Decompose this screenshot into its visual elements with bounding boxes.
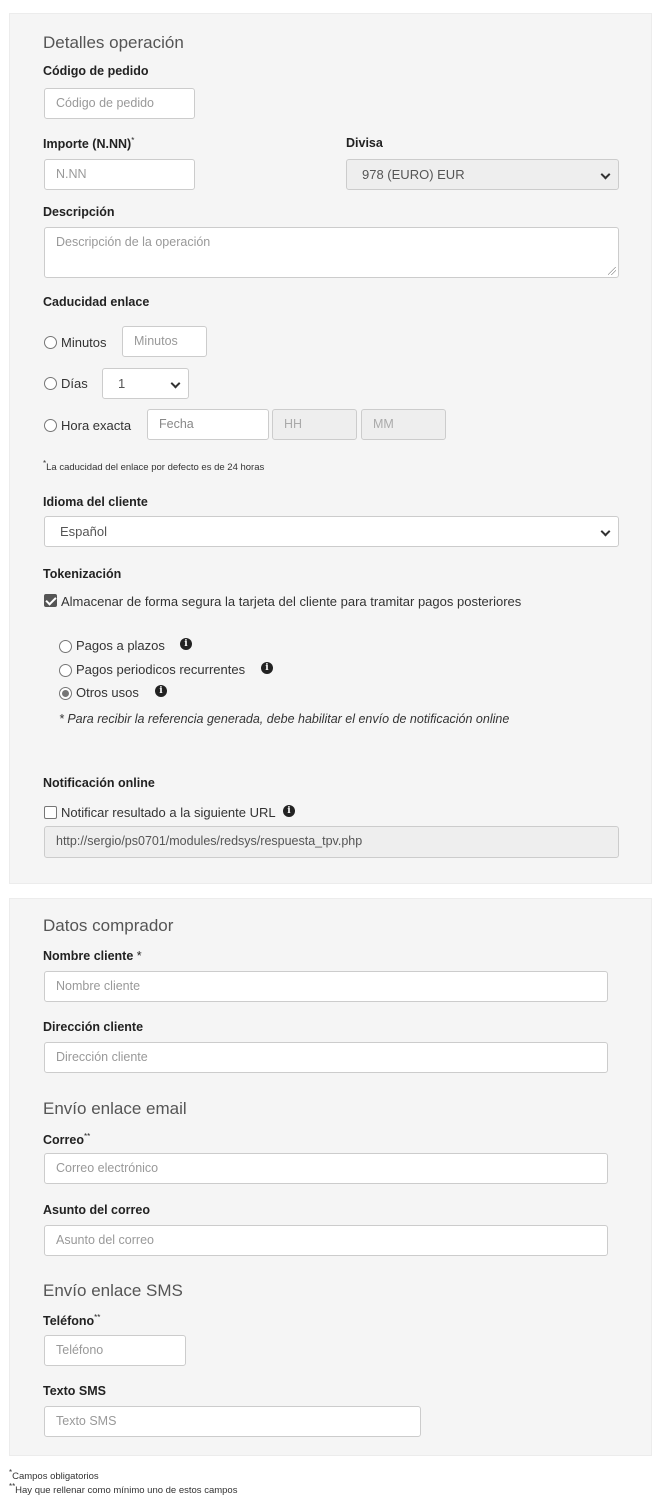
other-uses-label: Otros usos xyxy=(76,685,139,700)
language-select[interactable] xyxy=(44,516,619,547)
expiry-days-label: Días xyxy=(61,376,88,391)
phone-label: Teléfono** xyxy=(43,1313,101,1329)
expiry-days-select[interactable] xyxy=(102,368,189,399)
language-label: Idioma del cliente xyxy=(43,495,148,509)
chevron-down-icon xyxy=(601,527,611,537)
expiry-days-value: 1 xyxy=(118,376,126,391)
customer-address-label: Dirección cliente xyxy=(43,1020,144,1034)
phone-input[interactable]: Teléfono xyxy=(44,1335,186,1366)
currency-value: 978 (EURO) EUR xyxy=(362,167,465,182)
notify-url-checkbox[interactable] xyxy=(44,806,57,819)
operation-section-title: Detalles operación xyxy=(43,33,184,52)
expiry-label: Caducidad enlace xyxy=(43,295,150,309)
sms-text-input[interactable]: Texto SMS xyxy=(44,1406,421,1437)
tokenization-note: * Para recibir la referencia generada, debe habilitar el envío de notificación online xyxy=(59,712,510,726)
amount-label: Importe (N.NN)* xyxy=(43,136,135,152)
info-circle-icon[interactable]: i xyxy=(261,662,273,674)
amount-input[interactable]: N.NN xyxy=(44,159,195,190)
expiry-date-input[interactable]: Fecha xyxy=(147,409,269,440)
expiry-minutes-input[interactable]: Minutos xyxy=(122,326,207,357)
store-card-checkbox[interactable] xyxy=(44,594,57,607)
tokenization-label: Tokenización xyxy=(43,567,122,581)
required-footnote: *Campos obligatorios xyxy=(9,1468,99,1483)
currency-label: Divisa xyxy=(346,136,383,150)
notify-url-label: Notificar resultado a la siguiente URL xyxy=(61,805,276,820)
store-card-label: Almacenar de forma segura la tarjeta del cliente para tramitar pagos posteriores xyxy=(61,594,522,609)
info-circle-icon[interactable]: i xyxy=(180,638,192,650)
buyer-details-panel xyxy=(9,898,652,1456)
language-value: Español xyxy=(60,524,107,539)
email-label: Correo** xyxy=(43,1132,91,1148)
notify-url-input[interactable]: http://sergio/ps0701/modules/redsys/respuesta_tpv.php xyxy=(44,826,619,858)
resize-grip-icon[interactable] xyxy=(608,267,616,275)
expiry-minutes-radio[interactable] xyxy=(44,336,57,349)
email-subject-label: Asunto del correo xyxy=(43,1203,150,1217)
email-section-title: Envío enlace email xyxy=(43,1099,187,1118)
atleast-one-footnote: **Hay que rellenar como mínimo uno de estos campos xyxy=(9,1482,238,1497)
email-subject-input[interactable]: Asunto del correo xyxy=(44,1225,608,1256)
sms-section-title: Envío enlace SMS xyxy=(43,1281,183,1300)
recurring-radio[interactable] xyxy=(59,664,72,677)
installments-label: Pagos a plazos xyxy=(76,638,165,653)
customer-name-label: Nombre cliente * xyxy=(43,949,142,963)
description-textarea[interactable] xyxy=(44,227,619,278)
expiry-minutes-label: Minutos xyxy=(61,335,107,350)
operation-details-panel xyxy=(9,13,652,884)
expiry-exact-label: Hora exacta xyxy=(61,418,132,433)
sms-text-label: Texto SMS xyxy=(43,1384,106,1398)
notification-label: Notificación online xyxy=(43,776,155,790)
chevron-down-icon xyxy=(601,170,611,180)
expiry-exact-radio[interactable] xyxy=(44,419,57,432)
order-code-label: Código de pedido xyxy=(43,64,149,78)
expiry-hour-input[interactable]: HH xyxy=(272,409,357,440)
currency-select[interactable] xyxy=(346,159,619,190)
installments-radio[interactable] xyxy=(59,640,72,653)
order-code-input[interactable]: Código de pedido xyxy=(44,88,195,119)
other-uses-radio[interactable] xyxy=(59,687,72,700)
expiry-days-radio[interactable] xyxy=(44,377,57,390)
email-input[interactable]: Correo electrónico xyxy=(44,1153,608,1184)
expiry-default-note: *La caducidad del enlace por defecto es de 24 horas xyxy=(43,459,265,474)
description-placeholder: Descripción de la operación xyxy=(56,235,211,249)
description-label: Descripción xyxy=(43,205,115,219)
customer-address-input[interactable]: Dirección cliente xyxy=(44,1042,608,1073)
expiry-minute-input[interactable]: MM xyxy=(361,409,446,440)
info-circle-icon[interactable]: i xyxy=(283,805,295,817)
chevron-down-icon xyxy=(171,379,181,389)
customer-name-input[interactable]: Nombre cliente xyxy=(44,971,608,1002)
buyer-section-title: Datos comprador xyxy=(43,916,174,935)
recurring-label: Pagos periodicos recurrentes xyxy=(76,662,246,677)
info-circle-icon[interactable]: i xyxy=(155,685,167,697)
